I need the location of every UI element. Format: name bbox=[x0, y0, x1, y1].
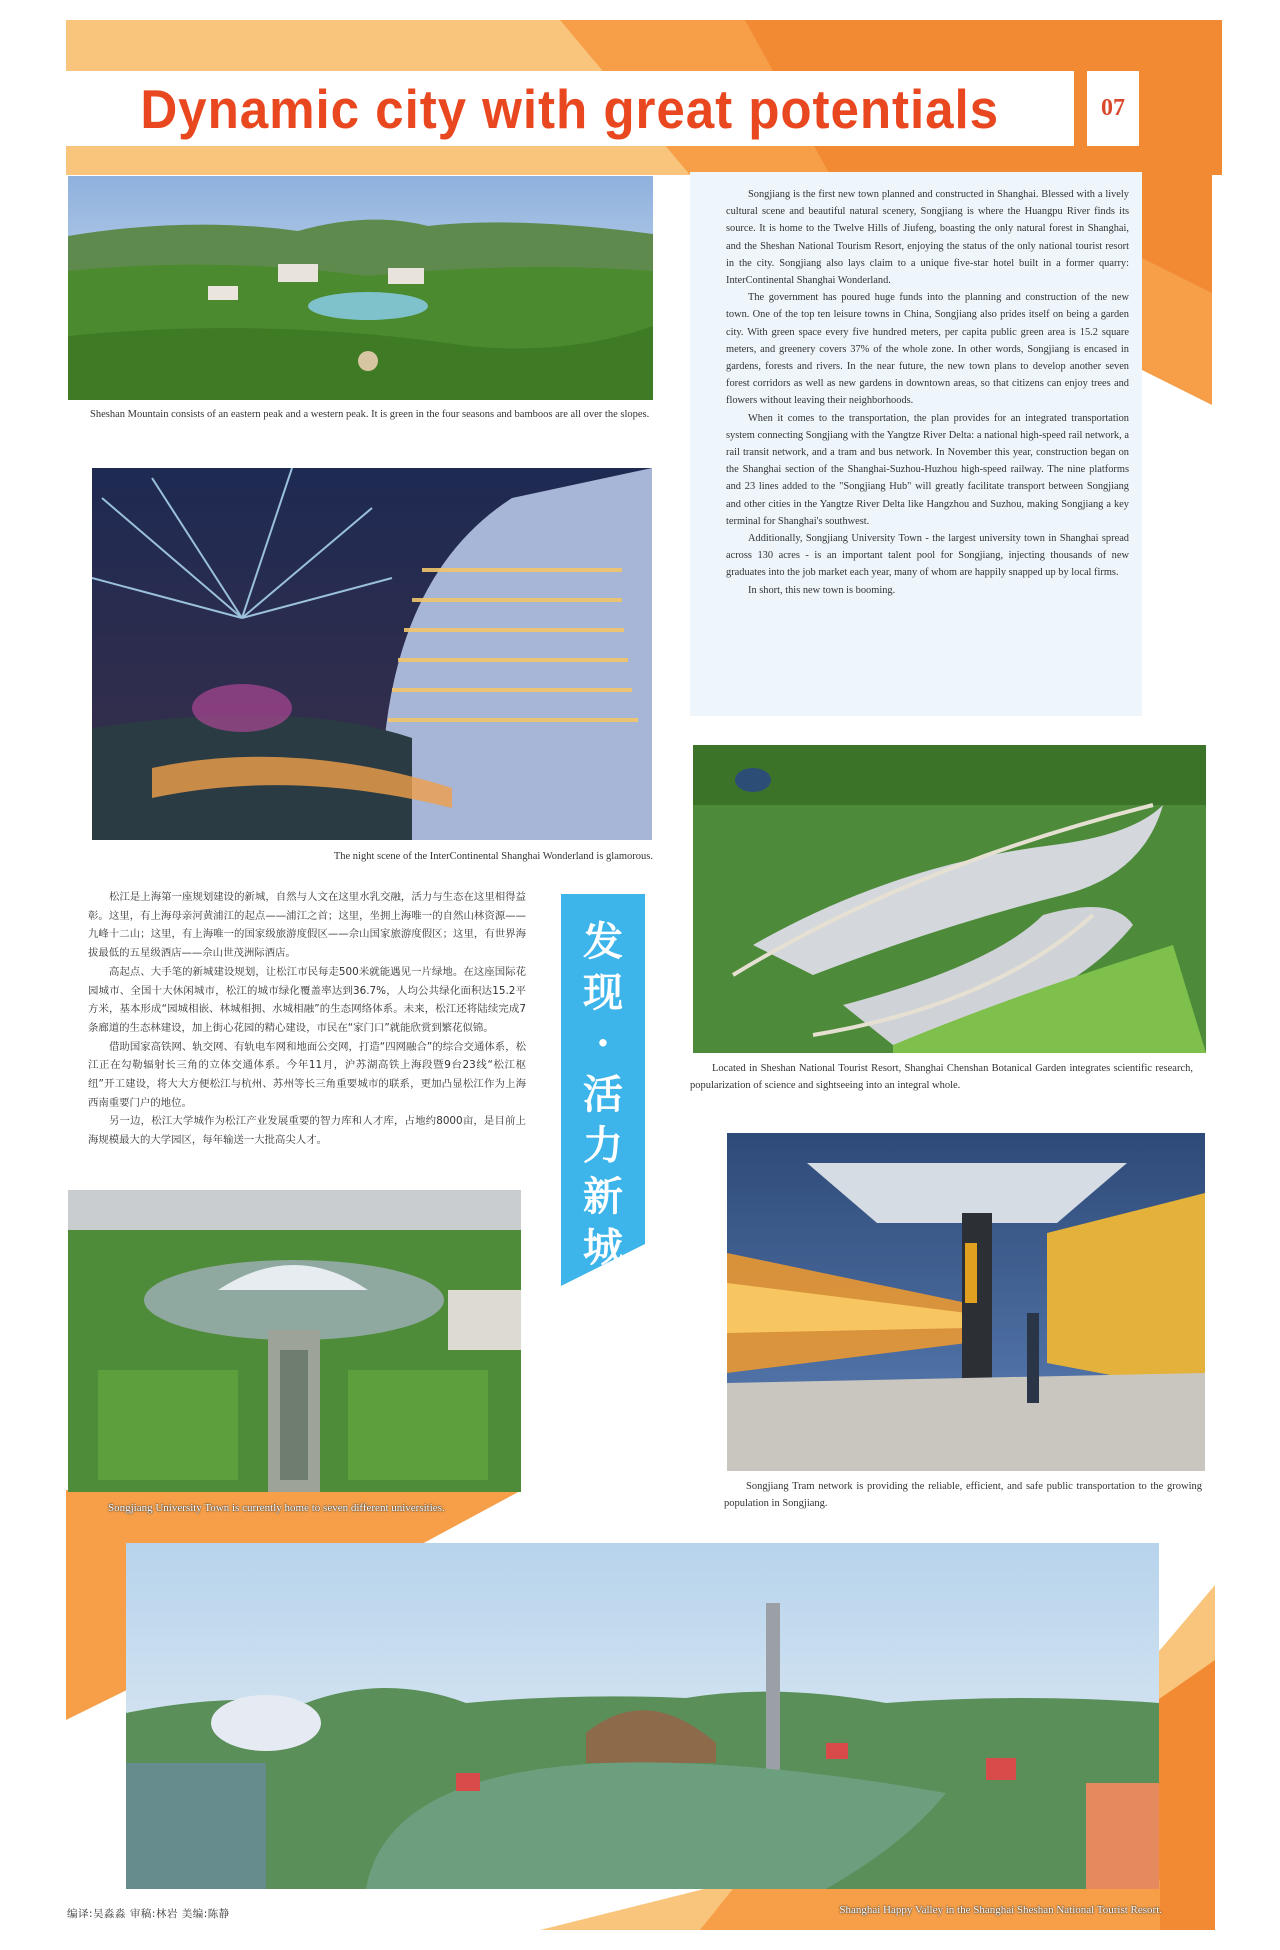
photo-chenshan-botanical-garden bbox=[693, 745, 1206, 1053]
photo-songjiang-tram bbox=[727, 1133, 1205, 1471]
photo-intercontinental-wonderland bbox=[92, 468, 652, 840]
article-chinese bbox=[88, 888, 526, 1150]
title-bar bbox=[66, 71, 1074, 146]
article-paragraph: When it comes to the transportation, the plan provides for an integrated transportation system connecting Songjiang with the Yangtze River Delta: a national high-speed rail network, a rail transit network, and a tram and bus network. In November this year, construction began on the Shanghai section of the Shanghai-Suzhou-Huzhou high-speed railway. The nine platforms and 23 lines added to the "Songjiang Hub" will greatly facilitate transport between Songjiang and other cities in the Yangtze River Delta like Hangzhou and Suzhou, making Songjiang a key terminal for Shanghai's southwest. bbox=[726, 412, 1129, 527]
article-paragraph: The government has poured huge funds into the planning and construction of the new town. One of the top ten leisure towns in China, Songjiang also prides itself on being a garden city. With green space every five hundred meters, per capita public green area is 15.2 square meters, and greenery covers 37% of the whole zone. In other words, Songjiang is encased in gardens, forests and rivers. In the near future, the new town plans to develop another seven forest corridors as well as new gardens in downtown areas, so that citizens can enjoy trees and flowers without leaving their neighborhoods. bbox=[726, 292, 1129, 407]
page-number: 07 bbox=[1101, 95, 1125, 121]
banner-char: 力 bbox=[583, 1122, 623, 1169]
vertical-banner bbox=[561, 894, 645, 1286]
caption-songjiang-tram: Songjiang Tram network is providing the reliable, efficient, and safe public transportation to the growing population in Songjiang. bbox=[724, 1481, 1202, 1509]
article-paragraph-cn: 借助国家高铁网、轨交网、有轨电车网和地面公交网，打造“四网融合”的综合交通体系，松江正在勾勒辐射长三角的立体交通体系。今年11月，沪苏湖高铁上海段暨9台23线“松江枢纽”开工建设，将大大方便松江与杭州、苏州等长三角重要城市的联系，更加凸显松江作为上海西南重要门户的地位。 bbox=[88, 1040, 526, 1109]
article-english bbox=[690, 172, 1142, 716]
caption-happy-valley: Shanghai Happy Valley in the Shanghai Sheshan National Tourist Resort. bbox=[839, 1904, 1162, 1916]
banner-text bbox=[561, 916, 645, 1273]
photo-sheshan-mountain bbox=[68, 176, 653, 400]
caption-sheshan-mountain: Sheshan Mountain consists of an eastern peak and a western peak. It is green in the four seasons and bamboos are all over the slopes. bbox=[90, 409, 650, 420]
caption-chenshan-botanical-garden: Located in Sheshan National Tourist Resort, Shanghai Chenshan Botanical Garden integrates scientific research, popularization of science and sightseeing into an integral whole. bbox=[690, 1063, 1193, 1091]
photo-university-town bbox=[68, 1190, 521, 1492]
banner-char: 活 bbox=[583, 1071, 623, 1118]
banner-char: 发 bbox=[583, 918, 623, 965]
editorial-credits: 编译:吴淼淼 审稿:林岩 美编:陈静 bbox=[67, 1908, 230, 1920]
article-paragraph: Songjiang is the first new town planned and constructed in Shanghai. Blessed with a lively cultural scene and beautiful natural scenery, Songjiang is where the Huangpu River finds its source. It is home to the Twelve Hills of Jiufeng, boasting the only natural forest in Shanghai, and the Sheshan National Tourism Resort, enjoying the status of the only national tourist resort in the city. Songjiang also lays claim to a unique five-star hotel built in a former quarry: InterContinental Shanghai Wonderland. bbox=[726, 189, 1129, 287]
photo-happy-valley bbox=[126, 1543, 1159, 1889]
article-paragraph-cn: 高起点、大手笔的新城建设规划，让松江市民每走500米就能遇见一片绿地。在这座国际花园城市、全国十大休闲城市，松江的城市绿化覆盖率达到36.7%，人均公共绿化面积达15.2平方米，基本形成“园城相嵌、林城相拥、水城相融”的生态网络体系。未来，松江还将陆续完成7条廊道的生态林建设，加上街心花园的精心建设，市民在“家门口”就能欣赏到繁花似锦。 bbox=[88, 965, 526, 1034]
article-paragraph: In short, this new town is booming. bbox=[748, 584, 896, 596]
caption-university-town: Songjiang University Town is currently home to seven different universities. bbox=[108, 1502, 445, 1514]
article-paragraph-cn: 另一边，松江大学城作为松江产业发展重要的智力库和人才库，占地约8000亩，是目前上海规模最大的大学园区，每年输送一大批高尖人才。 bbox=[88, 1115, 526, 1147]
article-paragraph: Additionally, Songjiang University Town - the largest university town in Shanghai spread across 130 acres - is an important talent pool for Songjiang, injecting thousands of new graduates into the job market each year, many of whom are happily snapped up by local firms. bbox=[726, 533, 1129, 579]
banner-char: 新 bbox=[583, 1173, 623, 1220]
page-title: Dynamic city with great potentials bbox=[140, 77, 1000, 140]
caption-intercontinental-wonderland: The night scene of the InterContinental Shanghai Wonderland is glamorous. bbox=[333, 851, 653, 862]
banner-char: · bbox=[596, 1020, 610, 1067]
article-paragraph-cn: 松江是上海第一座规划建设的新城，自然与人文在这里水乳交融，活力与生态在这里相得益彰。这里，有上海母亲河黄浦江的起点——浦江之首；这里，坐拥上海唯一的自然山林资源——九峰十二山；这里，有上海唯一的国家级旅游度假区——佘山国家旅游度假区；这里，有世界海拔最低的五星级酒店——佘山世茂洲际酒店。 bbox=[88, 891, 526, 960]
banner-char: 城 bbox=[583, 1224, 623, 1271]
banner-char: 现 bbox=[583, 969, 623, 1016]
page-number-box bbox=[1087, 71, 1139, 146]
